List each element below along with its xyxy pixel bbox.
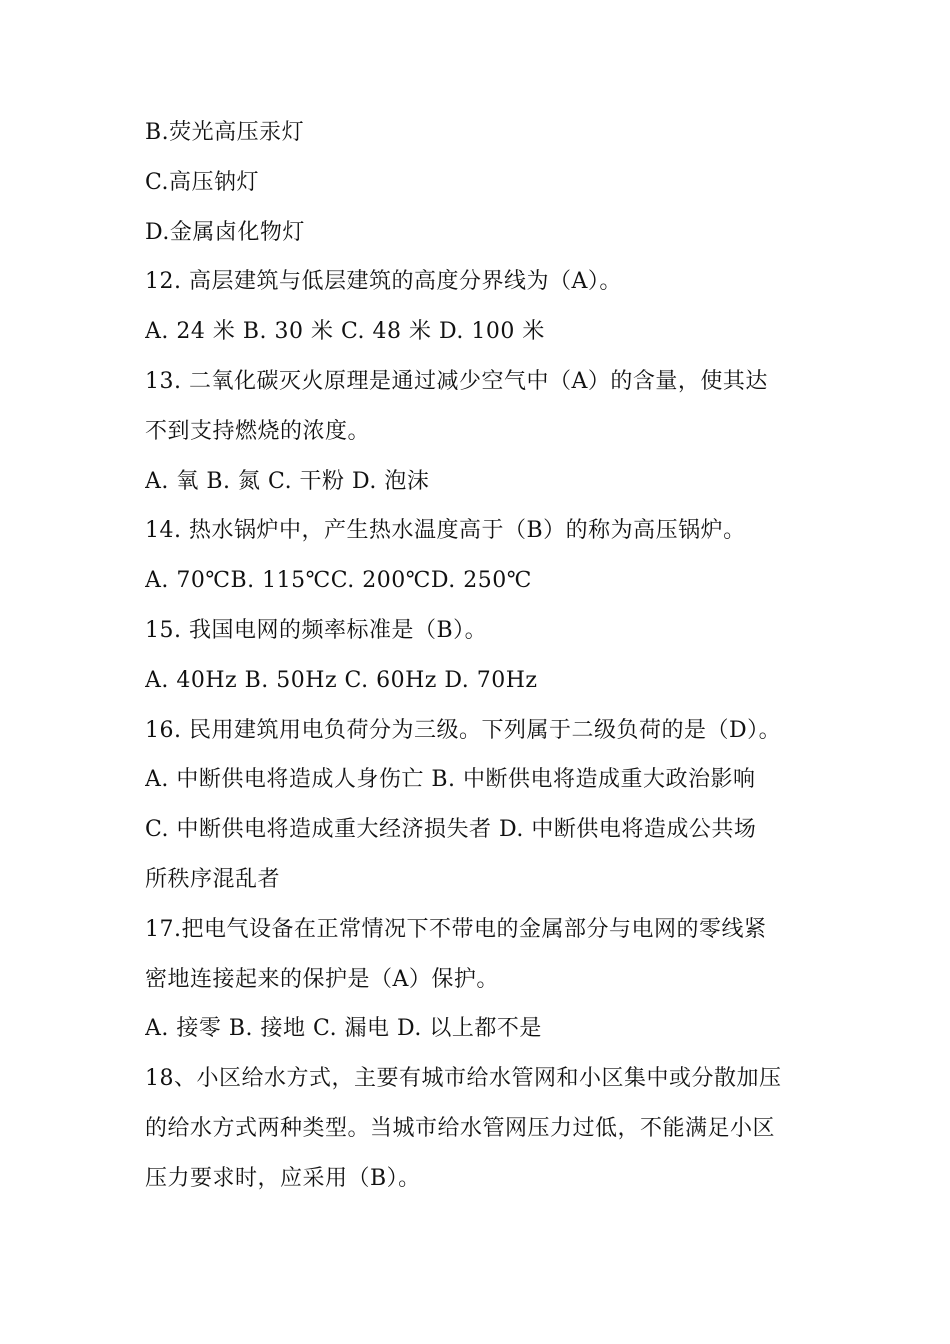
- options-16-cont: C. 中断供电将造成重大经济损失者 D. 中断供电将造成公共场: [145, 817, 757, 843]
- text-line: B.荧光高压汞灯: [145, 120, 305, 145]
- question-17: 17.把电气设备在正常情况下不带电的金属部分与电网的零线紧: [145, 916, 767, 942]
- options-14: A. 70℃B. 115℃C. 200℃D. 250℃: [145, 568, 532, 594]
- document-body: [145, 108, 825, 1204]
- question-15: 15. 我国电网的频率标准是（B）。: [145, 617, 488, 643]
- options-16-cont: 所秩序混乱者: [145, 866, 281, 892]
- options-13: A. 氧 B. 氮 C. 干粉 D. 泡沫: [145, 468, 430, 494]
- options-17: A. 接零 B. 接地 C. 漏电 D. 以上都不是: [145, 1016, 542, 1042]
- question-12: 12. 高层建筑与低层建筑的高度分界线为（A）。: [145, 269, 622, 295]
- question-16: 16. 民用建筑用电负荷分为三级。下列属于二级负荷的是（D）。: [145, 717, 782, 743]
- question-18: 18、小区给水方式，主要有城市给水管网和小区集中或分散加压: [145, 1066, 782, 1092]
- question-13: 13. 二氧化碳灭火原理是通过减少空气中（A）的含量，使其达: [145, 368, 768, 394]
- question-18-cont: 压力要求时，应采用（B）。: [145, 1165, 421, 1191]
- question-13-cont: 不到支持燃烧的浓度。: [145, 418, 371, 444]
- question-18-cont: 的给水方式两种类型。当城市给水管网压力过低，不能满足小区: [145, 1115, 776, 1141]
- options-12: A. 24 米 B. 30 米 C. 48 米 D. 100 米: [145, 319, 545, 345]
- options-15: A. 40Hz B. 50Hz C. 60Hz D. 70Hz: [145, 667, 538, 693]
- text-line: C.高压钠灯: [145, 169, 260, 195]
- question-17-cont: 密地连接起来的保护是（A）保护。: [145, 966, 499, 992]
- text-line: D.金属卤化物灯: [145, 219, 305, 245]
- question-14: 14. 热水锅炉中，产生热水温度高于（B）的称为高压锅炉。: [145, 518, 746, 544]
- options-16: A. 中断供电将造成人身伤亡 B. 中断供电将造成重大政治影响: [145, 767, 756, 793]
